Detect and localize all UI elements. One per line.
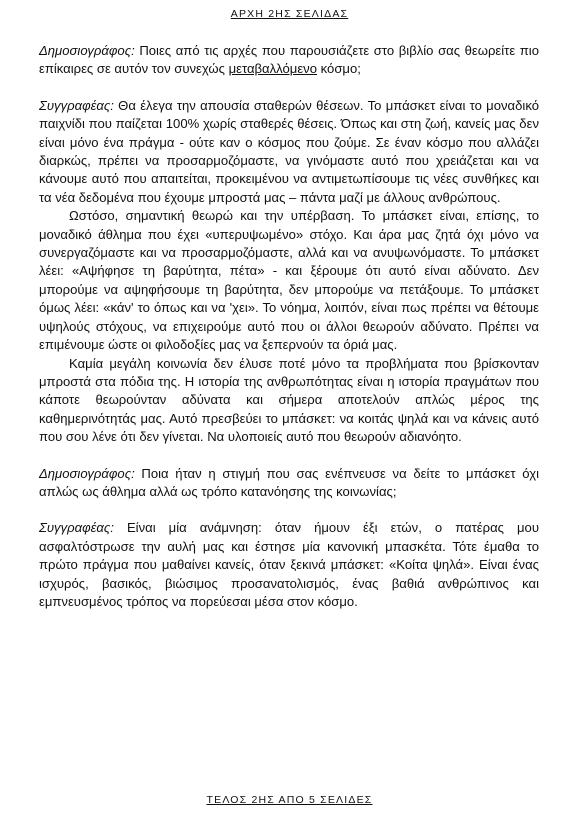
author-answer-2	[39, 519, 539, 611]
speaker-label: Συγγραφέας:	[39, 520, 114, 536]
answer-paragraph-1	[39, 97, 539, 207]
page-header: ΑΡΧΗ 2ΗΣ ΣΕΛΙΔΑΣ	[230, 8, 349, 20]
answer-paragraph-2: Ωστόσο, σημαντική θεωρώ και την υπέρβαση. Το μπάσκετ είναι, επίσης, το μοναδικό άθλημα που έχει «υπερυψωμένο» στόχο. Και άρα μας ζητά όχι μόνο να συνεργαζόμαστε και να προσαρμοζόμαστε, αλλά και να ανυψωνόμαστε. Το μπάσκετ λέει: «Αψήφησε τη βαρύτητα, πέτα» - και ξέρουμε ότι αυτό είναι αδύνατο. Δεν μπορούμε να αψηφήσουμε τη βαρύτητα, δεν μπορούμε να πετάξουμε. Το μπάσκετ όμως λέει: «κάν' το όπως και να 'χει». Το νόημα, λοιπόν, είναι πως πρέπει να θέτουμε υψηλούς στόχους, να επιχειρούμε αυτό που οι άλλοι θεωρούν αδύνατο. Πρέπει να επιμένουμε ώστε οι φιλοδοξίες μας να ξεπερνούν τα όριά μας.	[39, 208, 539, 353]
speaker-label: Συγγραφέας:	[39, 97, 114, 113]
journalist-question-1	[39, 42, 539, 79]
answer-paragraph	[39, 519, 539, 611]
speaker-label: Δημοσιογράφος:	[39, 465, 135, 481]
speaker-label: Δημοσιογράφος:	[39, 43, 135, 58]
question-paragraph	[39, 465, 539, 502]
question-text: Ποιες από τις αρχές που παρουσιάζετε στο βιβλίο σας θεωρείτε πιο επίκαιρες σε αυτόν τον συνεχώς	[39, 43, 539, 77]
answer-text: Θα έλεγα την απουσία σταθερών θέσεων. Το μπάσκετ είναι το μοναδικό παιχνίδι που παίζεται 100% χωρίς σταθερές θέσεις. Όπως και στη ζωή, κανείς μας δεν είναι μόνο ένα πράγμα - ούτε καν ο κόσμος που ζούμε. Σε έναν κόσμο που αλλάζει διαρκώς, πρέπει να προσαρμοζόμαστε, να γινόμαστε αυτό που χρειάζεται και να κάνουμε αυτό που απαιτείται, προκειμένου να αντιμετωπίσουμε τις νέες συνθήκες και τα νέα δεδομένα που έχουμε μπροστά μας – πάντα μαζί με άλλους ανθρώπους.	[39, 97, 539, 205]
page-footer: ΤΕΛΟΣ 2ΗΣ ΑΠΟ 5 ΣΕΛΙΔΕΣ	[206, 794, 373, 806]
question-text: Ποια ήταν η στιγμή που σας ενέπνευσε να δείτε το μπάσκετ όχι απλώς ως άθλημα αλλά ως τρόπο κατανόησης της κοινωνίας;	[39, 465, 539, 499]
answer-text: Είναι μία ανάμνηση: όταν ήμουν έξι ετών, ο πατέρας μου ασφαλτόστρωσε την αυλή μας και έστησε μία κανονική μπασκέτα. Τότε έμαθα το πρώτο πράγμα που μαθαίνει κανείς, όταν ξεκινά μπάσκετ: «Κοίτα ψηλά». Είναι ένας ισχυρός, βασικός, βιώσιμος προσανατολισμός, ένας βαθιά ανθρώπινος και εμπνευσμένος τρόπος να πορεύεσαι μέσα στον κόσμο.	[39, 520, 539, 609]
question-paragraph	[39, 42, 539, 79]
author-answer-1	[39, 97, 539, 447]
document-body	[39, 42, 539, 611]
answer-paragraph-3: Καμία μεγάλη κοινωνία δεν έλυσε ποτέ μόνο τα προβλήματα που βρίσκονταν μπροστά στα πόδια της. Η ιστορία της ανθρωπότητας είναι η ιστορία πραγμάτων που κάποτε θεωρούνταν αδύνατα και σήμερα αποτελούν απλώς μέρος της καθημερινότητάς μας. Αυτό πρεσβεύει το μπάσκετ: να κοιτάς ψηλά και να κάνεις αυτό που σου λένε ότι δεν γίνεται. Να υλοποιείς αυτό που θεωρούν αδιανόητο.	[39, 355, 539, 445]
underlined-word: μεταβαλλόμενο	[228, 61, 318, 77]
journalist-question-2	[39, 465, 539, 502]
question-text-end: κόσμο;	[317, 61, 361, 77]
